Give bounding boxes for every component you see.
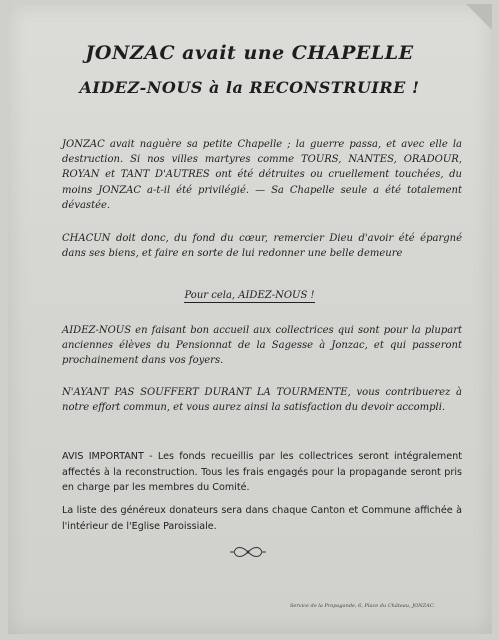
poster-title: JONZAC avait une CHAPELLE [85, 42, 414, 64]
torn-corner [466, 4, 492, 30]
paragraph-gratitude: CHACUN doit donc, du fond du cœur, remercier Dieu d'avoir été épargné dans ses biens, et faire en sorte de lui redonner une belle demeure [62, 233, 462, 260]
paragraph-history: JONZAC avait naguère sa petite Chapelle ; la guerre passa, et avec elle la destruction. Si nos villes martyres comme TOURS, NANTES, ORADOUR, ROYAN et TANT D'AUTRES ont été détruites ou cruellement touchées, du moins JONZAC a-t-il été privilégié. — Sa Chapelle seule a été totalement dévastée. [62, 139, 462, 211]
poster-sheet [8, 4, 492, 634]
call-to-action [0, 290, 499, 301]
ornament-icon [228, 544, 268, 560]
paragraph-donors: La liste des généreux donateurs sera dans chaque Canton et Commune affichée à l'intérieur de l'Eglise Paroissiale. [62, 505, 462, 532]
paragraph-effort: N'AYANT PAS SOUFFERT DURANT LA TOURMENTE, vous contribuerez à notre effort commun, et vous aurez ainsi la satisfaction du devoir accompli. [62, 387, 462, 414]
call-to-action-text: Pour cela, AIDEZ-NOUS ! [184, 290, 315, 301]
poster-subtitle: AIDEZ-NOUS à la RECONSTRUIRE ! [79, 78, 420, 97]
paragraph-collectors: AIDEZ-NOUS en faisant bon accueil aux collectrices qui sont pour la plupart anciennes élèves du Pensionnat de la Sagesse à Jonzac, et qui passeront prochainement dans vos foyers. [62, 325, 462, 367]
printer-footer: Service de la Propagande, 6, Place du Château, JONZAC. [290, 603, 435, 609]
paragraph-notice: AVIS IMPORTANT - Les fonds recueillis par les collectrices seront intégralement affectés à la reconstruction. Tous les frais engagés pour la propagande seront pris en charge par les membres du Comité. [62, 451, 462, 494]
